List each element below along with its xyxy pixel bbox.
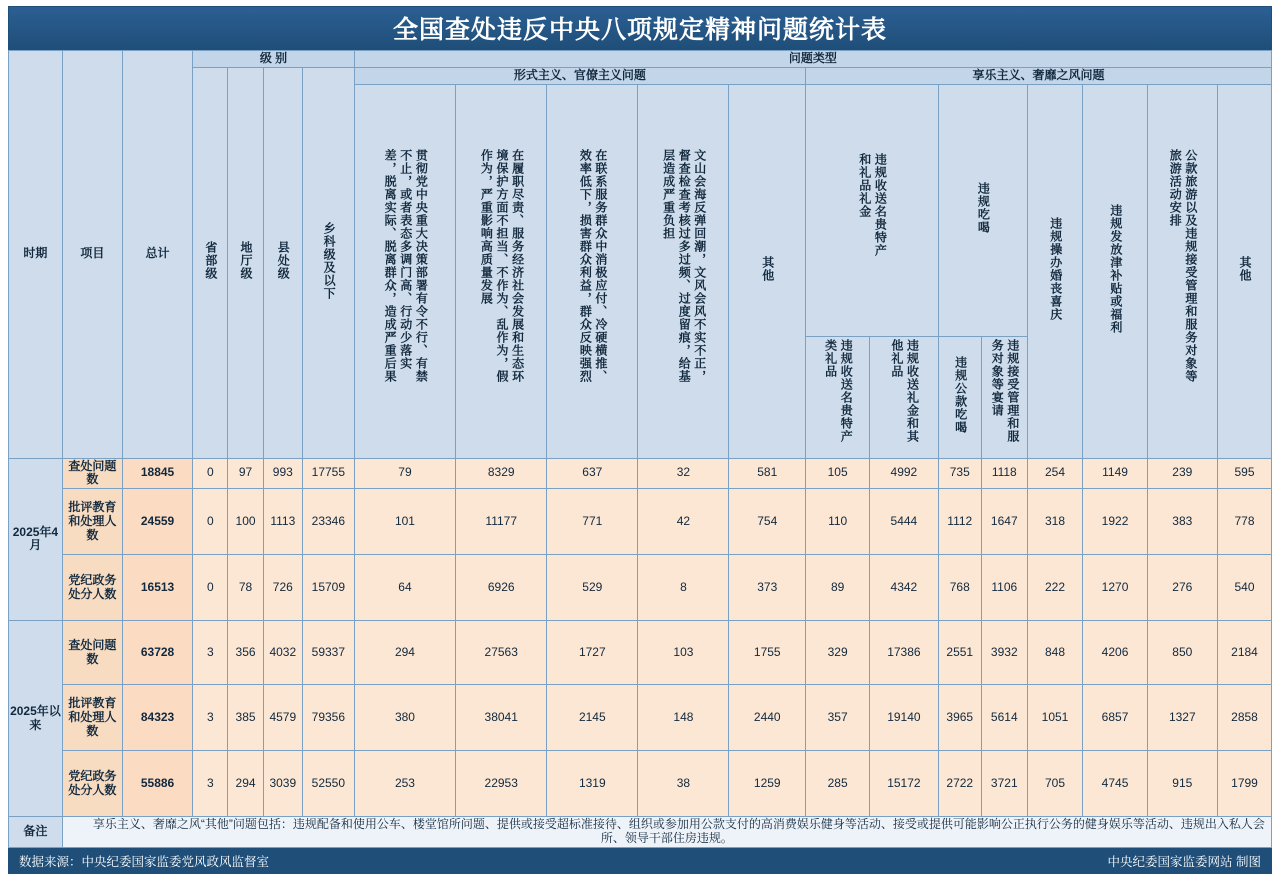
header-gift-cash (870, 336, 938, 458)
formalism-meetings-cell: 38 (638, 751, 729, 817)
item-cell: 批评教育和处理人数 (62, 489, 122, 555)
footer-credit: 中央纪委国家监委网站 制图 (1107, 854, 1261, 869)
header-hedonism-gifts (806, 84, 938, 336)
formalism-decisions-cell: 294 (354, 621, 455, 685)
table-row (9, 685, 1272, 751)
gift-cash-cell: 15172 (870, 751, 938, 817)
formalism-decisions-cell: 380 (354, 685, 455, 751)
weddings-cell: 254 (1027, 458, 1083, 489)
eat-public-funds-cell: 1112 (938, 489, 981, 555)
formalism-meetings-cell: 8 (638, 555, 729, 621)
header-item: 项目 (62, 51, 122, 459)
total-cell: 18845 (122, 458, 192, 489)
eat-banquets-cell: 1647 (982, 489, 1028, 555)
footer-source: 数据来源：中央纪委国家监委党风政风监督室 (19, 854, 270, 869)
level-township-cell: 79356 (302, 685, 354, 751)
level-prefecture-cell: 294 (228, 751, 263, 817)
header-formalism-meetings (638, 84, 729, 458)
level-county-cell: 4579 (263, 685, 302, 751)
gift-cash-cell: 4992 (870, 458, 938, 489)
total-cell: 84323 (122, 685, 192, 751)
gift-specialty-cell: 89 (806, 555, 870, 621)
level-prefecture-cell: 385 (228, 685, 263, 751)
subsidies-cell: 4745 (1083, 751, 1147, 817)
header-formalism-group: 形式主义、官僚主义问题 (354, 67, 805, 84)
header-gift-specialty-label: 违规收送名贵特产类礼品 (823, 339, 854, 444)
formalism-service-cell: 637 (547, 458, 638, 489)
level-county-cell: 3039 (263, 751, 302, 817)
header-eat-public-funds (938, 336, 981, 458)
travel-cell: 850 (1147, 621, 1217, 685)
header-eat-banquets (982, 336, 1028, 458)
formalism-decisions-cell: 64 (354, 555, 455, 621)
subsidies-cell: 6857 (1083, 685, 1147, 751)
header-problem-type-group: 问题类型 (354, 51, 1271, 68)
formalism-duty-cell: 6926 (456, 555, 547, 621)
level-township-cell: 59337 (302, 621, 354, 685)
formalism-decisions-cell: 101 (354, 489, 455, 555)
header-total: 总计 (122, 51, 192, 459)
gift-specialty-cell: 329 (806, 621, 870, 685)
header-level-group: 级 别 (193, 51, 354, 68)
eat-public-funds-cell: 768 (938, 555, 981, 621)
header-level-province-label: 省部级 (203, 241, 218, 281)
page-title: 全国查处违反中央八项规定精神问题统计表 (8, 6, 1272, 50)
travel-cell: 276 (1147, 555, 1217, 621)
level-township-cell: 17755 (302, 458, 354, 489)
formalism-other-cell: 373 (729, 555, 806, 621)
header-level-township-label: 乡科级及以下 (322, 221, 337, 300)
travel-cell: 383 (1147, 489, 1217, 555)
weddings-cell: 848 (1027, 621, 1083, 685)
level-province-cell: 3 (193, 751, 228, 817)
footer-bar (8, 848, 1272, 874)
table-row (9, 621, 1272, 685)
formalism-decisions-cell: 79 (354, 458, 455, 489)
subsidies-cell: 1270 (1083, 555, 1147, 621)
level-prefecture-cell: 78 (228, 555, 263, 621)
item-cell: 查处问题数 (62, 458, 122, 489)
level-province-cell: 0 (193, 458, 228, 489)
header-hedonism-weddings-label: 违规操办婚丧喜庆 (1048, 217, 1063, 322)
level-prefecture-cell: 100 (228, 489, 263, 555)
header-formalism-other-label: 其他 (760, 256, 775, 283)
eat-public-funds-cell: 2722 (938, 751, 981, 817)
level-province-cell: 0 (193, 555, 228, 621)
header-level-township (302, 67, 354, 458)
hedonism-other-cell: 595 (1218, 458, 1272, 489)
eat-banquets-cell: 1106 (982, 555, 1028, 621)
subsidies-cell: 1922 (1083, 489, 1147, 555)
note-row (9, 817, 1272, 848)
level-prefecture-cell: 356 (228, 621, 263, 685)
level-county-cell: 4032 (263, 621, 302, 685)
level-province-cell: 3 (193, 685, 228, 751)
header-hedonism-subsidies (1083, 84, 1147, 458)
gift-cash-cell: 5444 (870, 489, 938, 555)
formalism-duty-cell: 11177 (456, 489, 547, 555)
gift-cash-cell: 17386 (870, 621, 938, 685)
period-cell: 2025年以来 (9, 621, 63, 817)
total-cell: 55886 (122, 751, 192, 817)
header-gift-cash-label: 违规收送礼金和其他礼品 (889, 339, 920, 444)
level-township-cell: 23346 (302, 489, 354, 555)
header-formalism-other (729, 84, 806, 458)
formalism-service-cell: 529 (547, 555, 638, 621)
travel-cell: 915 (1147, 751, 1217, 817)
formalism-meetings-cell: 103 (638, 621, 729, 685)
formalism-other-cell: 754 (729, 489, 806, 555)
formalism-meetings-cell: 42 (638, 489, 729, 555)
weddings-cell: 1051 (1027, 685, 1083, 751)
eat-public-funds-cell: 735 (938, 458, 981, 489)
header-formalism-decisions (354, 84, 455, 458)
total-cell: 24559 (122, 489, 192, 555)
header-hedonism-eating (938, 84, 1027, 336)
formalism-service-cell: 771 (547, 489, 638, 555)
total-cell: 63728 (122, 621, 192, 685)
table-row (9, 458, 1272, 489)
weddings-cell: 318 (1027, 489, 1083, 555)
gift-cash-cell: 4342 (870, 555, 938, 621)
formalism-service-cell: 2145 (547, 685, 638, 751)
travel-cell: 1327 (1147, 685, 1217, 751)
formalism-duty-cell: 22953 (456, 751, 547, 817)
header-hedonism-subsidies-label: 违规发放津补贴或福利 (1108, 204, 1123, 335)
item-cell: 党纪政务处分人数 (62, 751, 122, 817)
header-hedonism-eating-label: 违规吃喝 (976, 182, 991, 235)
hedonism-other-cell: 2184 (1218, 621, 1272, 685)
period-cell: 2025年4月 (9, 458, 63, 621)
eat-banquets-cell: 3721 (982, 751, 1028, 817)
level-township-cell: 52550 (302, 751, 354, 817)
hedonism-other-cell: 778 (1218, 489, 1272, 555)
eat-public-funds-cell: 3965 (938, 685, 981, 751)
subsidies-cell: 1149 (1083, 458, 1147, 489)
item-cell: 查处问题数 (62, 621, 122, 685)
gift-specialty-cell: 110 (806, 489, 870, 555)
subsidies-cell: 4206 (1083, 621, 1147, 685)
header-period: 时期 (9, 51, 63, 459)
level-township-cell: 15709 (302, 555, 354, 621)
level-province-cell: 3 (193, 621, 228, 685)
hedonism-other-cell: 540 (1218, 555, 1272, 621)
formalism-other-cell: 581 (729, 458, 806, 489)
header-formalism-service (547, 84, 638, 458)
header-level-county-label: 县处级 (276, 241, 291, 281)
header-level-prefecture-label: 地厅级 (239, 241, 254, 281)
formalism-meetings-cell: 32 (638, 458, 729, 489)
level-county-cell: 993 (263, 458, 302, 489)
formalism-other-cell: 2440 (729, 685, 806, 751)
header-row-groups (9, 51, 1272, 68)
item-cell: 党纪政务处分人数 (62, 555, 122, 621)
travel-cell: 239 (1147, 458, 1217, 489)
formalism-duty-cell: 8329 (456, 458, 547, 489)
header-gift-specialty (806, 336, 870, 458)
formalism-other-cell: 1259 (729, 751, 806, 817)
formalism-meetings-cell: 148 (638, 685, 729, 751)
header-hedonism-gifts-label: 违规收送名贵特产和礼品礼金 (857, 153, 888, 258)
gift-specialty-cell: 105 (806, 458, 870, 489)
header-eat-public-funds-label: 违规公款吃喝 (953, 356, 968, 435)
hedonism-other-cell: 2858 (1218, 685, 1272, 751)
header-level-province (193, 67, 228, 458)
gift-specialty-cell: 357 (806, 685, 870, 751)
hedonism-other-cell: 1799 (1218, 751, 1272, 817)
header-level-prefecture (228, 67, 263, 458)
header-hedonism-weddings (1027, 84, 1083, 458)
level-province-cell: 0 (193, 489, 228, 555)
weddings-cell: 222 (1027, 555, 1083, 621)
eat-banquets-cell: 1118 (982, 458, 1028, 489)
header-hedonism-travel-label: 公款旅游以及违规接受管理和服务对象等旅游活动安排 (1168, 149, 1198, 384)
header-hedonism-other (1218, 84, 1272, 458)
header-formalism-duty (456, 84, 547, 458)
table-row (9, 489, 1272, 555)
item-cell: 批评教育和处理人数 (62, 685, 122, 751)
formalism-service-cell: 1319 (547, 751, 638, 817)
header-hedonism-travel (1147, 84, 1217, 458)
table-row (9, 751, 1272, 817)
header-formalism-duty-label: 在履职尽责、服务经济社会发展和生态环境保护方面不担当、不作为、乱作为，假作为，严重影响高质量发展 (479, 149, 525, 384)
note-label: 备注 (9, 817, 63, 848)
gift-cash-cell: 19140 (870, 685, 938, 751)
level-prefecture-cell: 97 (228, 458, 263, 489)
header-formalism-decisions-label: 贯彻党中央重大决策部署有令不行、有禁不止，或者表态多调门高、行动少落实差，脱离实际、脱离群众，造成严重后果 (383, 149, 429, 384)
weddings-cell: 705 (1027, 751, 1083, 817)
statistics-table (8, 50, 1272, 848)
header-eat-banquets-label: 违规接受管理和服务对象等宴请 (990, 339, 1020, 444)
total-cell: 16513 (122, 555, 192, 621)
header-hedonism-other-label: 其他 (1238, 256, 1252, 283)
formalism-other-cell: 1755 (729, 621, 806, 685)
formalism-duty-cell: 38041 (456, 685, 547, 751)
level-county-cell: 1113 (263, 489, 302, 555)
note-text: 享乐主义、奢靡之风“其他”问题包括：违规配备和使用公车、楼堂馆所问题、提供或接受超标准接待、组织或参加用公款支付的高消费娱乐健身等活动、接受或提供可能影响公正执行公务的健身娱乐等活动、违规出入私人会所、领导干部住房违规。 (62, 817, 1271, 848)
table-row (9, 555, 1272, 621)
formalism-service-cell: 1727 (547, 621, 638, 685)
eat-banquets-cell: 5614 (982, 685, 1028, 751)
header-hedonism-group: 享乐主义、奢靡之风问题 (806, 67, 1272, 84)
header-level-county (263, 67, 302, 458)
gift-specialty-cell: 285 (806, 751, 870, 817)
formalism-duty-cell: 27563 (456, 621, 547, 685)
eat-public-funds-cell: 2551 (938, 621, 981, 685)
level-county-cell: 726 (263, 555, 302, 621)
formalism-decisions-cell: 253 (354, 751, 455, 817)
eat-banquets-cell: 3932 (982, 621, 1028, 685)
header-formalism-meetings-label: 文山会海反弹回潮，文风会风不实不正，督查检查考核过多过频、过度留痕，给基层造成严重负担 (661, 149, 707, 384)
header-row-subgroups (9, 67, 1272, 84)
header-formalism-service-label: 在联系服务群众中消极应付、冷硬横推、效率低下，损害群众利益，群众反映强烈 (578, 149, 608, 384)
